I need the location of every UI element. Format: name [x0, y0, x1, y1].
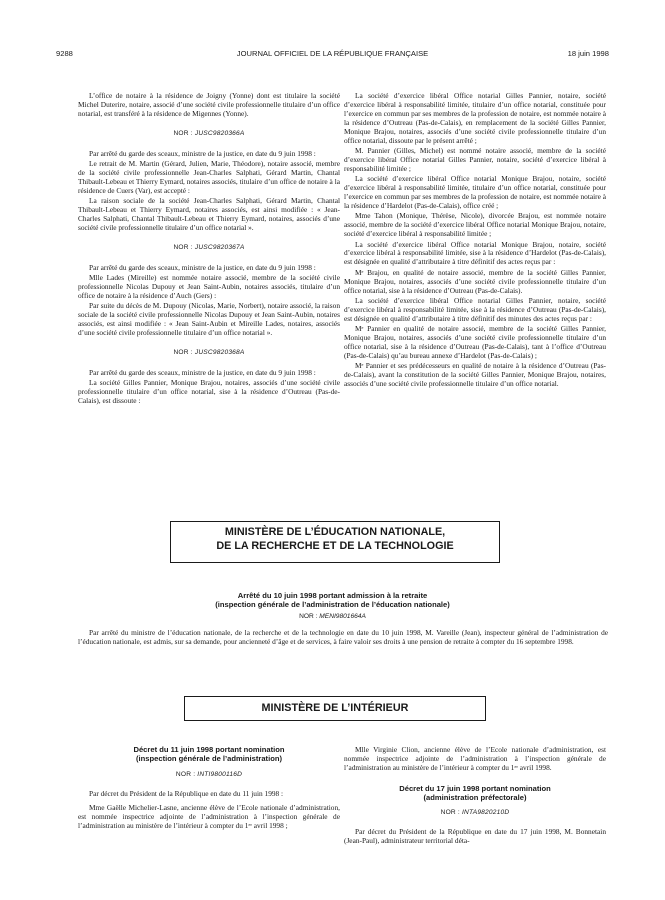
decree2-para: Par décret du Président de la République en date du 17 juin 1998, M. Bonnetain (Jean-Paul), administrateur territorial déta- [344, 827, 606, 846]
page-number: 9288 [56, 49, 73, 58]
ministry-interior-heading: MINISTÈRE DE L’INTÉRIEUR [184, 696, 486, 721]
arrete-nor [56, 613, 609, 620]
paragraph: Par arrêté du garde des sceaux, ministre de la justice, en date du 9 juin 1998 : [89, 148, 316, 158]
paragraph: La raison sociale de la société Jean-Charles Salphati, Gérard Martin, Chantal Thibault-Lebeau et Thierry Eymard, notaires associés, est ainsi modifiée : « Jean-Charles Salphati, Chantal Thibault-Lebeau et Thierry Eymard, notaires, associés d’une société civile professionnelle titulaire d’un office notarial ». [78, 196, 340, 232]
nor-label: NOR : [173, 129, 195, 137]
paragraph: La société d’exercice libéral Office notarial Monique Brajou, notaire, société d’exercice libéral à responsabilité limitée, sise à la résidence d’Hardelot (Pas-de-Calais), est désignée en qualité d’attributaire à titre définitif des actes reçus par : [344, 239, 606, 267]
ministry-education-line2: DE LA RECHERCHE ET DE LA TECHNOLOGIE [216, 540, 454, 552]
ministry-education-heading [170, 521, 500, 563]
journal-title: JOURNAL OFFICIEL DE LA RÉPUBLIQUE FRANÇAISE [236, 49, 429, 58]
decree2-nor-label: NOR : [440, 809, 462, 817]
paragraph: La société d’exercice libéral Office notarial Gilles Pannier, notaire, société d’exercice libéral à responsabilité limitée, sise à la résidence d’Outreau (Pas-de-Calais), est désignée en qualité d’attributaire à titre définitif des minutes des actes reçus par : [344, 295, 606, 323]
arrete-nor-code: MENI9801664A [319, 613, 366, 620]
paragraph: Le retrait de M. Martin (Gérard, Julien, Marie, Théodore), notaire associé, membre de la société civile professionnelle Jean-Charles Salphati, Gérard Martin, Chantal Thibault-Lebeau et Thierry Eymard, notaires associés, titulaire d’un office de notaire à la résidence de Cuers (Var), est accepté : [78, 159, 340, 195]
paragraph: La société Gilles Pannier, Monique Brajou, notaires, associés d’une société civile professionnelle titulaire d’un office notarial, sise à la résidence d’Outreau (Pas-de-Calais), est dissoute : [78, 378, 340, 406]
paragraph: Par arrêté du garde des sceaux, ministre de la justice, en date du 9 juin 1998 : [89, 262, 316, 272]
arrete-title-line1: Arrêté du 10 juin 1998 portant admission à la retraite [237, 591, 428, 600]
issue-date: 18 juin 1998 [567, 49, 609, 58]
decree1-nor [78, 771, 340, 780]
paragraph: Mᵉ Pannier et ses prédécesseurs en qualité de notaire à la résidence d’Outreau (Pas-de-Calais), avant la constitution de la société Gilles Pannier, Monique Brajou, notaires, associés d’une société civile professionnelle titulaire d’un office notarial. [344, 361, 606, 389]
paragraph: La société d’exercice libéral Office notarial Gilles Pannier, notaire, société d’exercice libéral à responsabilité limitée, titulaire d’un office notarial, constituée pour l’exercice en commun par ses membres de la profession de notaire, est nommée notaire à la résidence d’Outreau (Pas-de-Calais), en remplacement de la société Gilles Pannier, Monique Brajou, notaires, associés d’une société civile professionnelle titulaire d’un office notarial, dissoute par le présent arrêté ; [344, 91, 606, 145]
nor-reference [78, 244, 340, 253]
arrete-title-line2: (inspection générale de l’administration de l’éducation nationale) [215, 599, 450, 609]
decree2-nor [344, 809, 606, 818]
left-column [78, 92, 340, 407]
paragraph: La société d’exercice libéral Office notarial Monique Brajou, notaire, société d’exercice libéral à responsabilité limitée, titulaire d’un office notarial, constituée pour l’exercice en commun par ses membres de la profession de notaire, est nommée notaire à la résidence d’Hardelot (Pas-de-Calais), office créé ; [344, 174, 606, 210]
decree1-column [78, 746, 340, 833]
arrete-nor-label: NOR : [299, 613, 320, 620]
decree1-para1: Par décret du Président de la République en date du 11 juin 1998 : [89, 788, 284, 798]
paragraph: L’office de notaire à la résidence de Joigny (Yonne) dont est titulaire la société Michel Duterire, notaire, associé d’une société civile professionnelle titulaire d’un office notarial, est transféré à la résidence de Migennes (Yonne). [78, 91, 340, 118]
decree2-title-line1: Décret du 17 juin 1998 portant nomination [399, 783, 551, 793]
paragraph: Mlle Lades (Mireille) est nommée notaire associé, membre de la société civile professionnelle Nicolas Dupouy et Jean Saint-Aubin, notaires associés, titulaire d’un office de notaire à la résidence d’Auch (Gers) : [78, 273, 340, 300]
nor-code: JUSC9820368A [194, 348, 245, 356]
nor-reference [78, 130, 340, 139]
nor-label: NOR : [173, 243, 195, 251]
decree2-title-line2: (administration préfectorale) [423, 792, 527, 802]
paragraph: Par arrêté du garde des sceaux, ministre de la justice, en date du 9 juin 1998 : [89, 367, 316, 377]
paragraph: Mᵉ Pannier en qualité de notaire associé, membre de la société Gilles Pannier, Monique Brajou, notaires, associés d’une société civile professionnelle titulaire d’un office notarial, sise à la résidence d’Outreau (Pas-de-Calais), tant à l’office d’Outreau (Pas-de-Calais) qu’au bureau annexe d’Hardelot (Pas-de-Calais) ; [344, 324, 606, 360]
ministry-education-line1: MINISTÈRE DE L’ÉDUCATION NATIONALE, [224, 526, 446, 538]
arrete-title [56, 592, 609, 610]
paragraph: Par suite du décès de M. Dupouy (Nicolas, Marie, Norbert), notaire associé, la raison sociale de la société civile professionnelle Nicolas Dupouy et Jean Saint-Aubin, notaires associés, est ainsi modifiée : « Jean Saint-Aubin et Mireille Lades, notaires, associés d’une société civile professionnelle titulaire d’un office notarial ». [78, 301, 340, 338]
clion-paragraph: Mlle Virginie Clion, ancienne élève de l’Ecole nationale d’administration, est nommée inspectrice adjointe de l’administration à l’inspection générale de l’administration au ministère de l’intérieur à compter du 1ᵉʳ avril 1998. [344, 745, 606, 772]
page-header [56, 49, 609, 63]
decree1-nor-label: NOR : [175, 770, 198, 778]
paragraph: Mᵉ Brajou, en qualité de notaire associé, membre de la société Gilles Pannier, Monique Brajou, notaires, associés d’une société civile professionnelle titulaire d’un office notarial, sise à la résidence d’Outreau (Pas-de-Calais). [344, 267, 606, 295]
decree2-column [344, 746, 606, 848]
decree1-title-line1: Décret du 11 juin 1998 portant nomination [133, 745, 285, 754]
arrete-body: Par arrêté du ministre de l’éducation nationale, de la recherche et de la technologie en date du 10 juin 1998, M. Vareille (Jean), inspecteur général de l’administration de l’éducation nationale, est admis, sur sa demande, pour ancienneté d’âge et de services, à faire valoir ses droits à une pension de retraite à compter du 16 septembre 1998. [78, 628, 608, 646]
right-column [344, 92, 606, 391]
decree1-title-line2: (inspection générale de l’administration) [136, 753, 282, 763]
paragraph: Mme Tahon (Monique, Thérèse, Nicole), divorcée Brajou, est nommée notaire associé, membre de la société d’exercice libéral Office notarial Monique Brajou, notaire, société d’exercice libéral à responsabilité limitée ; [344, 211, 606, 239]
nor-code: JUSC9820367A [194, 243, 245, 251]
paragraph: M. Pannier (Gilles, Michel) est nommé notaire associé, membre de la société d’exercice libéral Office notarial Gilles Pannier, notaire, société d’exercice libéral à responsabilité limitée ; [344, 145, 606, 173]
nor-reference [78, 349, 340, 358]
decree1-nor-code: INTI9800116D [197, 770, 243, 778]
decree2-nor-code: INTA9820210D [461, 809, 510, 817]
decree1-para2: Mme Gaëlle Michelier-Lasne, ancienne élève de l’Ecole nationale d’administration, est nommée inspectrice adjointe de l’administration à l’inspection générale de l’administration au ministère de l’intérieur à compter du 1ᵉʳ avril 1998 ; [78, 803, 340, 831]
nor-code: JUSC9820366A [194, 129, 245, 137]
nor-label: NOR : [173, 348, 195, 356]
